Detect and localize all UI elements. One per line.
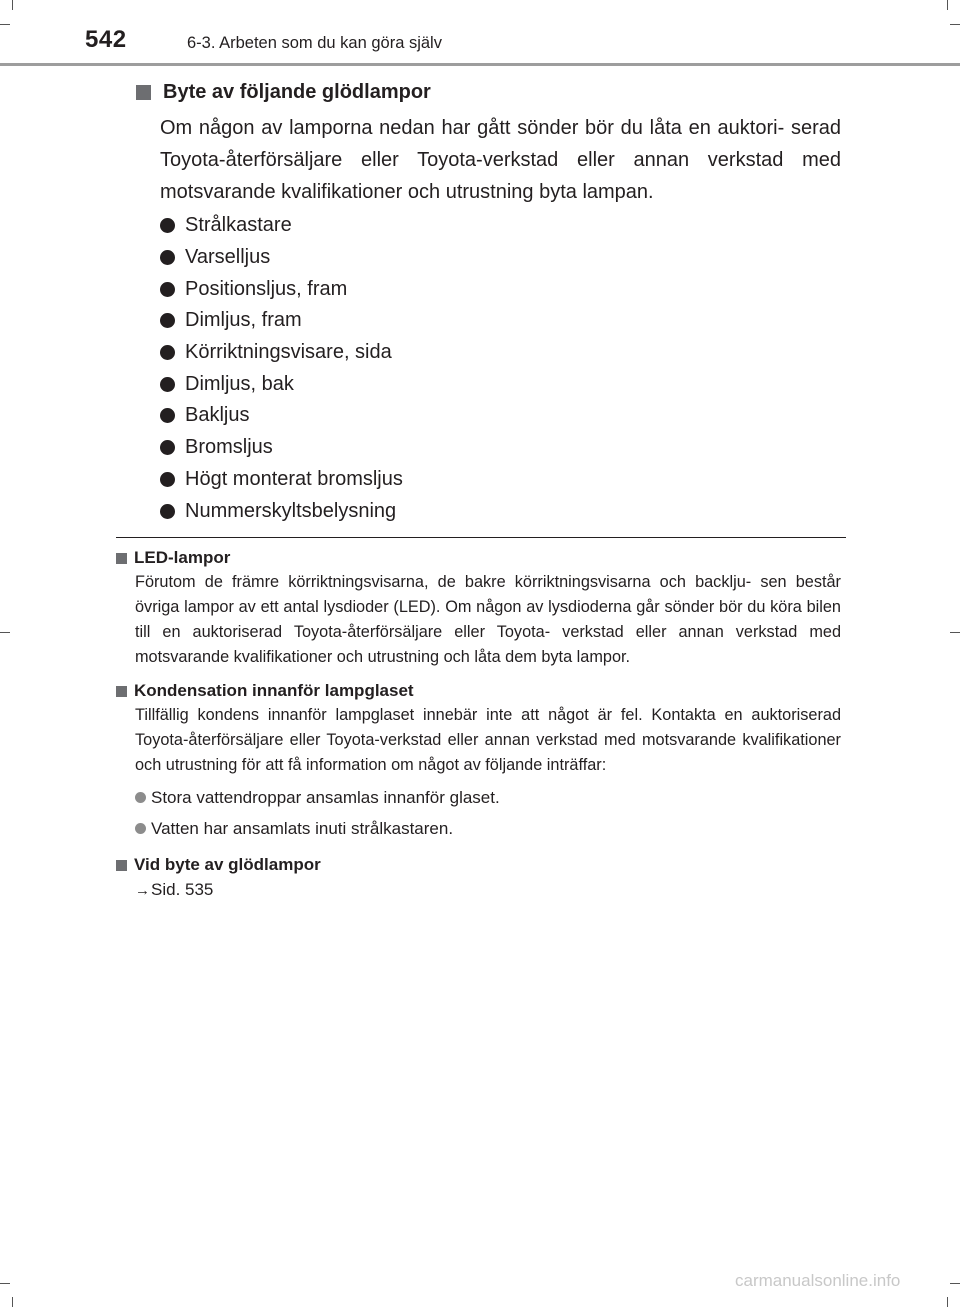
list-item-text: Varselljus bbox=[185, 246, 271, 269]
notes-section bbox=[115, 546, 841, 913]
crop-mark bbox=[0, 24, 10, 25]
crop-mark bbox=[0, 632, 10, 633]
section-divider bbox=[116, 537, 846, 538]
intro-paragraph bbox=[160, 112, 841, 208]
note-line: sen består övriga lampor av ett antal lysdioder (LED). Om någon av lysdioderna bbox=[135, 573, 841, 616]
list-item-text: Högt monterat bromsljus bbox=[185, 467, 403, 490]
list-item bbox=[160, 400, 841, 432]
note-body bbox=[135, 703, 841, 778]
list-item-text: Bakljus bbox=[185, 404, 250, 427]
note-line: av följande inträffar: bbox=[463, 756, 607, 774]
bullet-dot-icon bbox=[160, 408, 175, 423]
crop-mark bbox=[947, 0, 948, 10]
list-item bbox=[160, 432, 841, 464]
bullet-dot-icon bbox=[135, 792, 146, 803]
list-item-text: Bromsljus bbox=[185, 436, 273, 459]
note-line: och låta dem byta lampor. bbox=[443, 648, 631, 666]
crop-mark bbox=[950, 1283, 960, 1284]
list-item bbox=[160, 495, 841, 527]
list-item-text: Körriktningsvisare, sida bbox=[185, 341, 392, 364]
note-heading bbox=[115, 546, 841, 570]
list-item-text: Vatten har ansamlats inuti strålkastaren. bbox=[151, 818, 454, 838]
list-item bbox=[135, 782, 841, 813]
square-bullet-icon bbox=[116, 553, 127, 564]
square-bullet-icon bbox=[136, 85, 151, 100]
watermark: carmanualsonline.info bbox=[735, 1271, 901, 1290]
square-bullet-icon bbox=[116, 686, 127, 697]
note-replacement bbox=[115, 853, 841, 904]
intro-line: Om någon av lamporna nedan har gått sönder bör du låta en auktori- bbox=[160, 117, 785, 139]
section-title: 6-3. Arbeten som du kan göra själv bbox=[187, 34, 442, 52]
section-heading bbox=[136, 78, 841, 106]
note-body bbox=[135, 570, 841, 670]
crop-mark bbox=[950, 632, 960, 633]
list-item bbox=[160, 273, 841, 305]
crop-mark bbox=[0, 1283, 10, 1284]
bullet-dot-icon bbox=[160, 345, 175, 360]
note-line: auktoriserad Toyota-återförsäljare eller Toyota-verkstad eller annan verkstad bbox=[135, 706, 842, 749]
page-reference[interactable] bbox=[135, 877, 841, 904]
crop-mark bbox=[947, 1297, 948, 1307]
note-led bbox=[115, 546, 841, 670]
note-heading-text: Kondensation innanför lampglaset bbox=[134, 681, 414, 700]
note-heading-text: LED-lampor bbox=[134, 548, 231, 567]
intro-line: med motsvarande kvalifikationer och utrustning byta lampan. bbox=[160, 149, 841, 203]
note-line: går sönder bör du köra bilen till en auktoriserad Toyota-återförsäljare eller Toyota- bbox=[135, 598, 841, 641]
note-condensation bbox=[115, 679, 841, 844]
bullet-dot-icon bbox=[135, 823, 146, 834]
bullet-dot-icon bbox=[160, 504, 175, 519]
note-line: med motsvarande kvalifikationer och utrustning för att få information om något bbox=[135, 731, 841, 774]
list-item bbox=[160, 368, 841, 400]
note-heading-text: Vid byte av glödlampor bbox=[134, 855, 321, 874]
bullet-dot-icon bbox=[160, 250, 175, 265]
main-section bbox=[136, 78, 841, 527]
section-heading-text: Byte av följande glödlampor bbox=[163, 80, 431, 103]
list-item bbox=[160, 210, 841, 242]
list-item bbox=[160, 337, 841, 369]
condensation-list bbox=[135, 782, 841, 844]
note-heading bbox=[115, 853, 841, 877]
page-number: 542 bbox=[85, 26, 127, 53]
list-item bbox=[160, 464, 841, 496]
list-item-text: Dimljus, bak bbox=[185, 372, 294, 395]
list-item bbox=[160, 305, 841, 337]
list-item-text: Positionsljus, fram bbox=[185, 277, 348, 300]
note-line: Tillfällig kondens innanför lampglaset innebär inte att något är fel. Kontakta en bbox=[135, 706, 743, 724]
list-item-text: Stora vattendroppar ansamlas innanför glaset. bbox=[151, 787, 500, 807]
arrow-right-icon: → bbox=[135, 882, 150, 899]
bullet-dot-icon bbox=[160, 313, 175, 328]
bullet-dot-icon bbox=[160, 472, 175, 487]
crop-mark bbox=[12, 0, 13, 10]
bullet-dot-icon bbox=[160, 218, 175, 233]
bullet-dot-icon bbox=[160, 440, 175, 455]
list-item-text: Dimljus, fram bbox=[185, 309, 302, 332]
square-bullet-icon bbox=[116, 860, 127, 871]
bulb-list bbox=[160, 210, 841, 527]
page-reference-text[interactable]: Sid. 535 bbox=[151, 880, 214, 899]
header-rule bbox=[0, 63, 960, 66]
list-item-text: Strålkastare bbox=[185, 214, 292, 237]
bullet-dot-icon bbox=[160, 377, 175, 392]
crop-mark bbox=[950, 24, 960, 25]
note-heading bbox=[115, 679, 841, 703]
list-item bbox=[135, 813, 841, 844]
list-item bbox=[160, 242, 841, 274]
bullet-dot-icon bbox=[160, 282, 175, 297]
list-item-text: Nummerskyltsbelysning bbox=[185, 499, 397, 522]
crop-mark bbox=[12, 1297, 13, 1307]
intro-line: serad Toyota-återförsäljare eller Toyota-verkstad eller annan verkstad bbox=[160, 117, 841, 171]
note-line: verkstad eller annan verkstad med motsvarande kvalifikationer och utrustning bbox=[135, 623, 842, 666]
note-line: Förutom de främre körriktningsvisarna, de bakre körriktningsvisarna och backlju- bbox=[135, 573, 752, 591]
